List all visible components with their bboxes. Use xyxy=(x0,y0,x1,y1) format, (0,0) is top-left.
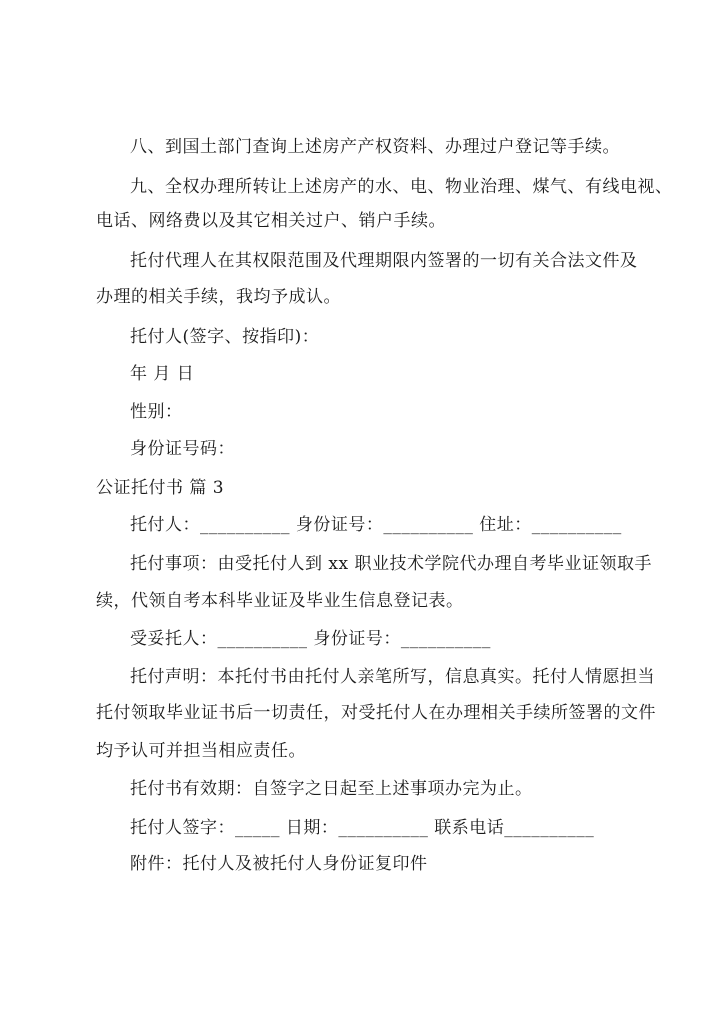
entrusted-matter-line-2: 续，代领自考本科毕业证及毕业生信息登记表。 xyxy=(96,591,464,611)
entrusted-matter-line-1: 托付事项：由受托付人到 xx 职业技术学院代办理自考毕业证领取手 xyxy=(130,554,652,574)
attachment-line: 附件：托付人及被托付人身份证复印件 xyxy=(130,854,428,874)
section-heading: 公证托付书 篇 3 xyxy=(96,478,225,498)
signature-date-contact-line: 托付人签字：_____ 日期：__________ 联系电话__________ xyxy=(130,818,595,838)
id-number-label: 身份证号码： xyxy=(130,439,235,459)
principal-info-line: 托付人：__________ 身份证号：__________ 住址：__________ xyxy=(130,515,622,535)
declaration-line-2: 托付领取毕业证书后一切责任，对受托付人在办理相关手续所签署的文件 xyxy=(96,703,656,723)
date-label: 年 月 日 xyxy=(130,364,195,384)
declaration-line-3: 均予认可并担当相应责任。 xyxy=(96,741,306,761)
item-nine-line-1: 九、全权办理所转让上述房产的水、电、物业治理、煤气、有线电视、 xyxy=(130,177,673,197)
principal-signature-label: 托付人(签字、按指印)： xyxy=(130,327,320,347)
item-eight: 八、到国土部门查询上述房产产权资料、办理过户登记等手续。 xyxy=(130,137,620,157)
authority-statement-line-2: 办理的相关手续，我均予成认。 xyxy=(96,287,341,307)
trustee-info-line: 受妥托人：__________ 身份证号：__________ xyxy=(130,629,491,649)
authority-statement-line-1: 托付代理人在其权限范围及代理期限内签署的一切有关合法文件及 xyxy=(130,251,638,271)
validity-period-line: 托付书有效期：自签字之日起至上述事项办完为止。 xyxy=(130,779,533,799)
item-nine-line-2: 电话、网络费以及其它相关过户、销户手续。 xyxy=(96,211,446,231)
gender-label: 性别： xyxy=(130,402,183,422)
declaration-line-1: 托付声明：本托付书由托付人亲笔所写，信息真实。托付人情愿担当 xyxy=(130,667,655,687)
